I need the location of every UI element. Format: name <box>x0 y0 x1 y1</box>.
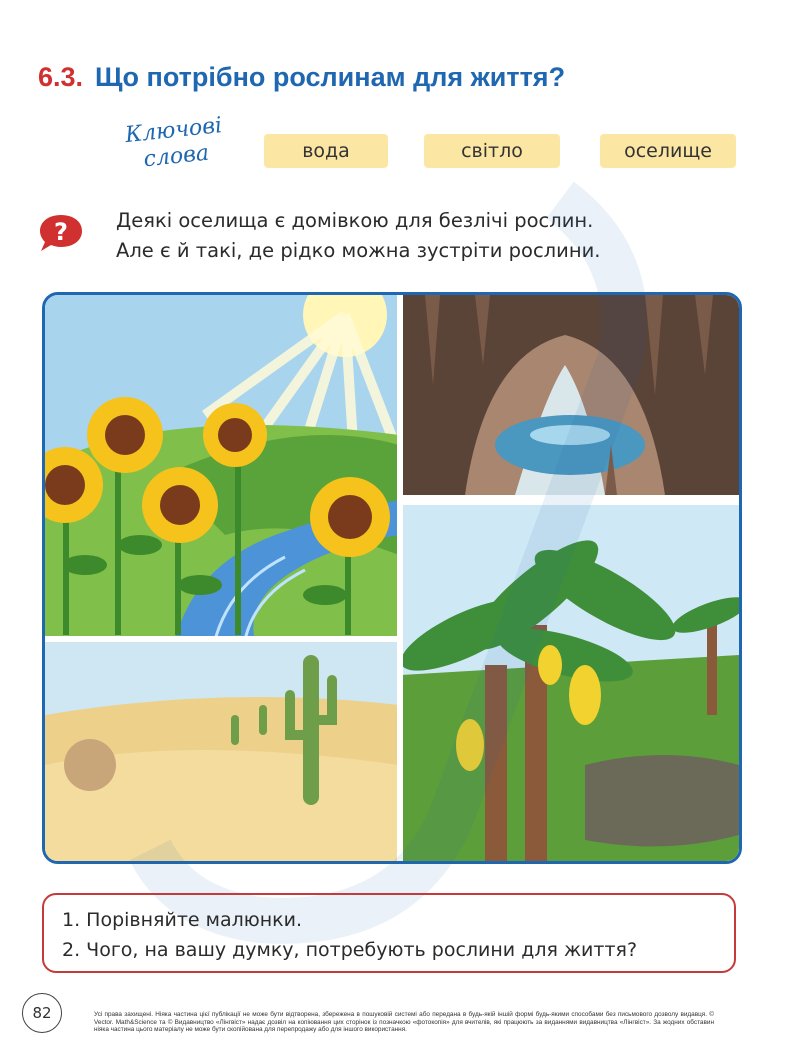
banana-scene <box>392 505 739 861</box>
habitats-illustration <box>42 292 742 864</box>
cave-scene <box>401 295 739 495</box>
keyword-chip-light: світло <box>424 134 560 168</box>
question-text <box>116 206 600 266</box>
task-1: 1. Порівняйте малюнки. <box>62 909 303 931</box>
section-title: Що потрібно рослинам для життя? <box>95 62 566 92</box>
keywords-label-line2: слова <box>142 140 211 173</box>
svg-text:?: ? <box>54 218 68 246</box>
tasks-box <box>42 893 736 973</box>
keywords-label-line1: Ключові <box>123 113 224 149</box>
section-number: 6.3. <box>38 62 84 92</box>
task-2: 2. Чого, на вашу думку, потребують рослини для життя? <box>62 939 638 961</box>
desert-scene <box>45 640 399 861</box>
keyword-chip-water: вода <box>264 134 388 168</box>
question-line-1: Деякі оселища є домівкою для безлічі рослин. <box>116 209 594 232</box>
copyright-notice: Усі права захищені. Ніяка частина цієї публікації не може бути відтворена, збережена в пошуковій системі або передана в будь-якій іншій формі будь-якими способами без письмового дозволу видавця. © Vector. Math&Science та © Видавництво «Лінгвіст» надає дозвіл на копіювання цих сторінок із позначкою «фотокопія» для вчителів, які працюють за виданнями видавництва «Лінгвіст». За жодних обставин ніяка частина цього матеріалу не може бути скопійована для перепродажу або для іншого використання. <box>94 1011 714 1034</box>
sunflower-field-scene <box>45 295 399 640</box>
keywords-label <box>103 111 248 177</box>
page-number: 82 <box>22 993 62 1033</box>
question-line-2: Але є й такі, де рідко можна зустріти рослини. <box>116 239 601 262</box>
question-mark-icon <box>38 213 84 253</box>
keyword-chip-habitat: оселище <box>600 134 736 168</box>
section-heading <box>38 62 565 93</box>
